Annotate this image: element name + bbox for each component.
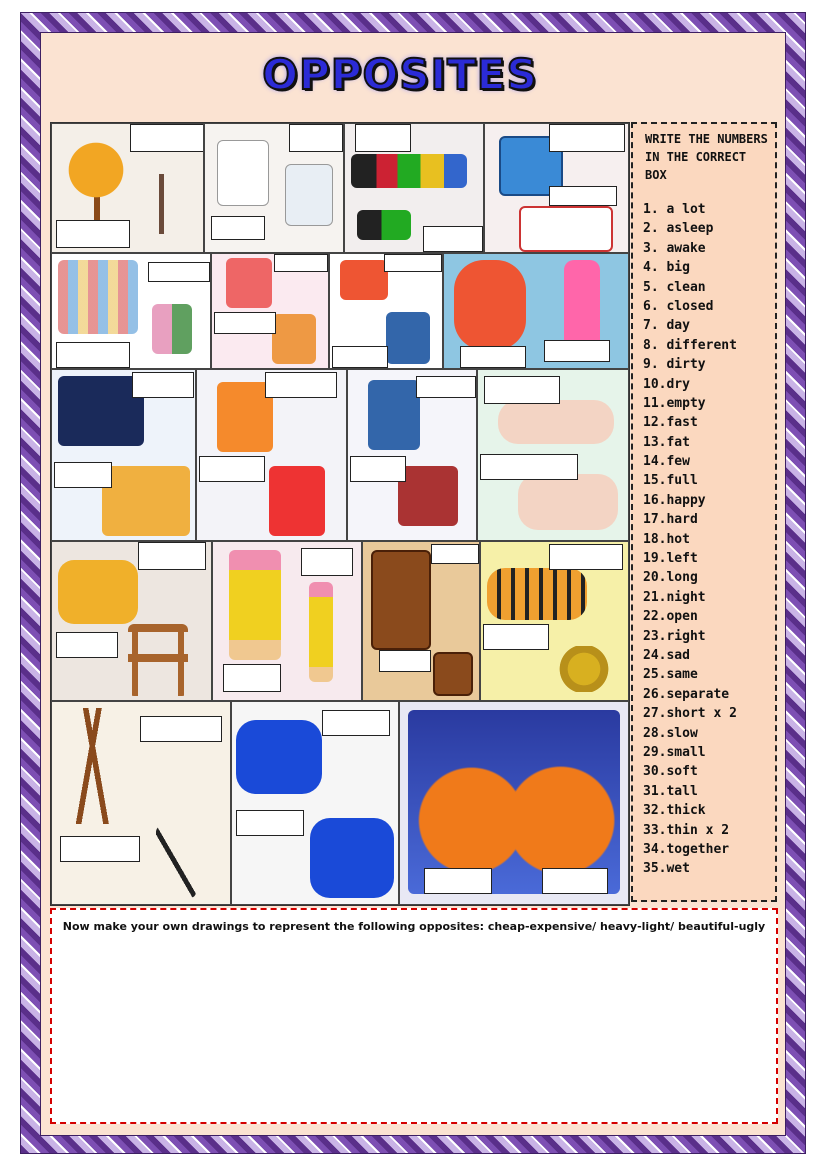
word-item: 34.together xyxy=(643,841,730,857)
boy-image xyxy=(226,258,272,308)
answer-box[interactable] xyxy=(484,376,560,404)
answer-box[interactable] xyxy=(460,346,526,368)
word-item: 13.fat xyxy=(643,434,690,450)
word-item: 26.separate xyxy=(643,686,730,702)
picture-brushes xyxy=(51,701,231,905)
picture-trains xyxy=(344,123,484,253)
answer-box[interactable] xyxy=(223,664,281,692)
word-list-heading: WRITE THE NUMBERS IN THE CORRECT BOX xyxy=(645,132,768,182)
word-item: 23.right xyxy=(643,628,706,644)
answer-box[interactable] xyxy=(214,312,276,334)
answer-box[interactable] xyxy=(424,868,492,894)
thin-child-image xyxy=(564,260,600,350)
word-item: 9. dirty xyxy=(643,357,706,373)
word-item: 31.tall xyxy=(643,783,698,799)
answer-box[interactable] xyxy=(542,868,608,894)
word-item: 19.left xyxy=(643,551,698,567)
word-item: 3. awake xyxy=(643,240,706,256)
picture-grid xyxy=(50,122,630,906)
word-list xyxy=(643,200,737,879)
children-in-beds-image xyxy=(408,710,620,894)
thin-brush-image xyxy=(156,826,196,898)
word-item: 15.full xyxy=(643,473,698,489)
picture-shirts xyxy=(204,123,344,253)
drawing-area[interactable] xyxy=(50,908,778,1124)
answer-box[interactable] xyxy=(549,186,617,206)
answer-box[interactable] xyxy=(54,462,112,488)
picture-happy-sad xyxy=(196,369,347,541)
answer-box[interactable] xyxy=(265,372,337,398)
wet-shirt-image xyxy=(285,164,333,226)
answer-box[interactable] xyxy=(140,716,222,742)
picture-trees xyxy=(51,123,204,253)
open-book-image xyxy=(519,206,613,252)
answer-box[interactable] xyxy=(199,456,265,482)
word-item: 20.long xyxy=(643,570,698,586)
day-awake-image xyxy=(102,466,190,536)
picture-children-group xyxy=(51,253,211,369)
answer-box[interactable] xyxy=(423,226,483,252)
clean-shirt-image xyxy=(217,140,269,206)
armchair-image xyxy=(58,560,138,624)
thin-pencil-image xyxy=(309,582,333,682)
answer-box[interactable] xyxy=(350,456,406,482)
tall-wardrobe-image xyxy=(371,550,431,650)
magician-right-image xyxy=(310,818,394,898)
answer-box[interactable] xyxy=(355,124,411,152)
answer-box[interactable] xyxy=(274,254,328,272)
magician-left-image xyxy=(236,720,322,794)
answer-box[interactable] xyxy=(60,836,140,862)
two-children-image xyxy=(152,304,192,354)
word-item: 30.soft xyxy=(643,764,698,780)
short-train-image xyxy=(357,210,411,240)
answer-box[interactable] xyxy=(56,220,130,248)
word-item: 24.sad xyxy=(643,647,690,663)
word-item: 7. day xyxy=(643,318,690,334)
picture-tiger-snail xyxy=(480,541,629,701)
word-item: 25.same xyxy=(643,667,698,683)
page-title: OPPOSITES xyxy=(262,50,538,99)
answer-box[interactable] xyxy=(211,216,265,240)
word-item: 17.hard xyxy=(643,512,698,528)
snail-image xyxy=(551,646,617,692)
picture-magicians xyxy=(231,701,399,905)
answer-box[interactable] xyxy=(130,124,204,152)
word-item: 11.empty xyxy=(643,395,706,411)
word-item: 6. closed xyxy=(643,298,714,314)
tiger-image xyxy=(487,568,587,620)
babies-different-image xyxy=(518,474,618,530)
boy-with-empty-box-image xyxy=(398,466,458,526)
word-item: 12.fast xyxy=(643,415,698,431)
picture-pencils xyxy=(212,541,362,701)
picture-fat-thin xyxy=(443,253,629,369)
thick-pencil-image xyxy=(229,550,281,660)
picture-books xyxy=(484,123,629,253)
answer-box[interactable] xyxy=(480,454,578,480)
word-item: 10.dry xyxy=(643,376,690,392)
sad-child-image xyxy=(269,466,325,536)
picture-boys-together xyxy=(211,253,329,369)
answer-box[interactable] xyxy=(384,254,442,272)
drawing-instruction: Now make your own drawings to represent the following opposites: cheap-expensive/ heavy-light/ beautiful-ugly xyxy=(62,920,766,933)
answer-box[interactable] xyxy=(148,262,210,282)
word-item: 5. clean xyxy=(643,279,706,295)
answer-box[interactable] xyxy=(322,710,390,736)
many-children-image xyxy=(58,260,138,334)
answer-box[interactable] xyxy=(416,376,476,398)
word-item: 16.happy xyxy=(643,492,706,508)
boy-with-present-image xyxy=(340,260,388,300)
answer-box[interactable] xyxy=(301,548,353,576)
answer-box[interactable] xyxy=(379,650,431,672)
answer-box[interactable] xyxy=(56,632,118,658)
answer-box[interactable] xyxy=(483,624,549,650)
answer-box[interactable] xyxy=(549,544,623,570)
word-item: 28.slow xyxy=(643,725,698,741)
word-item: 32.thick xyxy=(643,803,706,819)
answer-box[interactable] xyxy=(289,124,343,152)
fat-child-image xyxy=(454,260,526,350)
answer-box[interactable] xyxy=(332,346,388,368)
babies-same-image xyxy=(498,400,614,444)
boy-image xyxy=(272,314,316,364)
picture-present xyxy=(329,253,443,369)
word-item: 22.open xyxy=(643,609,698,625)
bare-tree-image xyxy=(132,154,192,234)
picture-beds-hot-cold xyxy=(399,701,629,905)
thick-brushes-image xyxy=(68,708,118,824)
answer-box[interactable] xyxy=(56,342,130,368)
word-item: 1. a lot xyxy=(643,202,706,217)
answer-box[interactable] xyxy=(549,124,625,152)
answer-box[interactable] xyxy=(544,340,610,362)
answer-box[interactable] xyxy=(138,542,206,570)
picture-babies xyxy=(477,369,629,541)
picture-wardrobes xyxy=(362,541,480,701)
word-item: 33.thin x 2 xyxy=(643,822,730,838)
long-train-image xyxy=(351,154,467,188)
boy-with-present-image xyxy=(386,312,430,364)
word-item: 29.small xyxy=(643,744,706,760)
wooden-chair-image xyxy=(128,624,188,696)
word-item: 4. big xyxy=(643,260,690,276)
word-item: 8. different xyxy=(643,337,737,353)
autumn-tree-image xyxy=(66,142,126,222)
picture-chairs xyxy=(51,541,212,701)
word-item: 18.hot xyxy=(643,531,690,547)
word-item: 35.wet xyxy=(643,861,690,877)
word-list-panel xyxy=(631,122,777,902)
word-item: 14.few xyxy=(643,454,690,470)
short-cabinet-image xyxy=(433,652,473,696)
word-item: 2. asleep xyxy=(643,221,714,237)
answer-box[interactable] xyxy=(132,372,194,398)
picture-full-empty xyxy=(347,369,477,541)
picture-night-day xyxy=(51,369,196,541)
answer-box[interactable] xyxy=(431,544,479,564)
word-item: 27.short x 2 xyxy=(643,706,737,722)
word-item: 21.night xyxy=(643,589,706,605)
answer-box[interactable] xyxy=(236,810,304,836)
boy-with-full-box-image xyxy=(368,380,420,450)
